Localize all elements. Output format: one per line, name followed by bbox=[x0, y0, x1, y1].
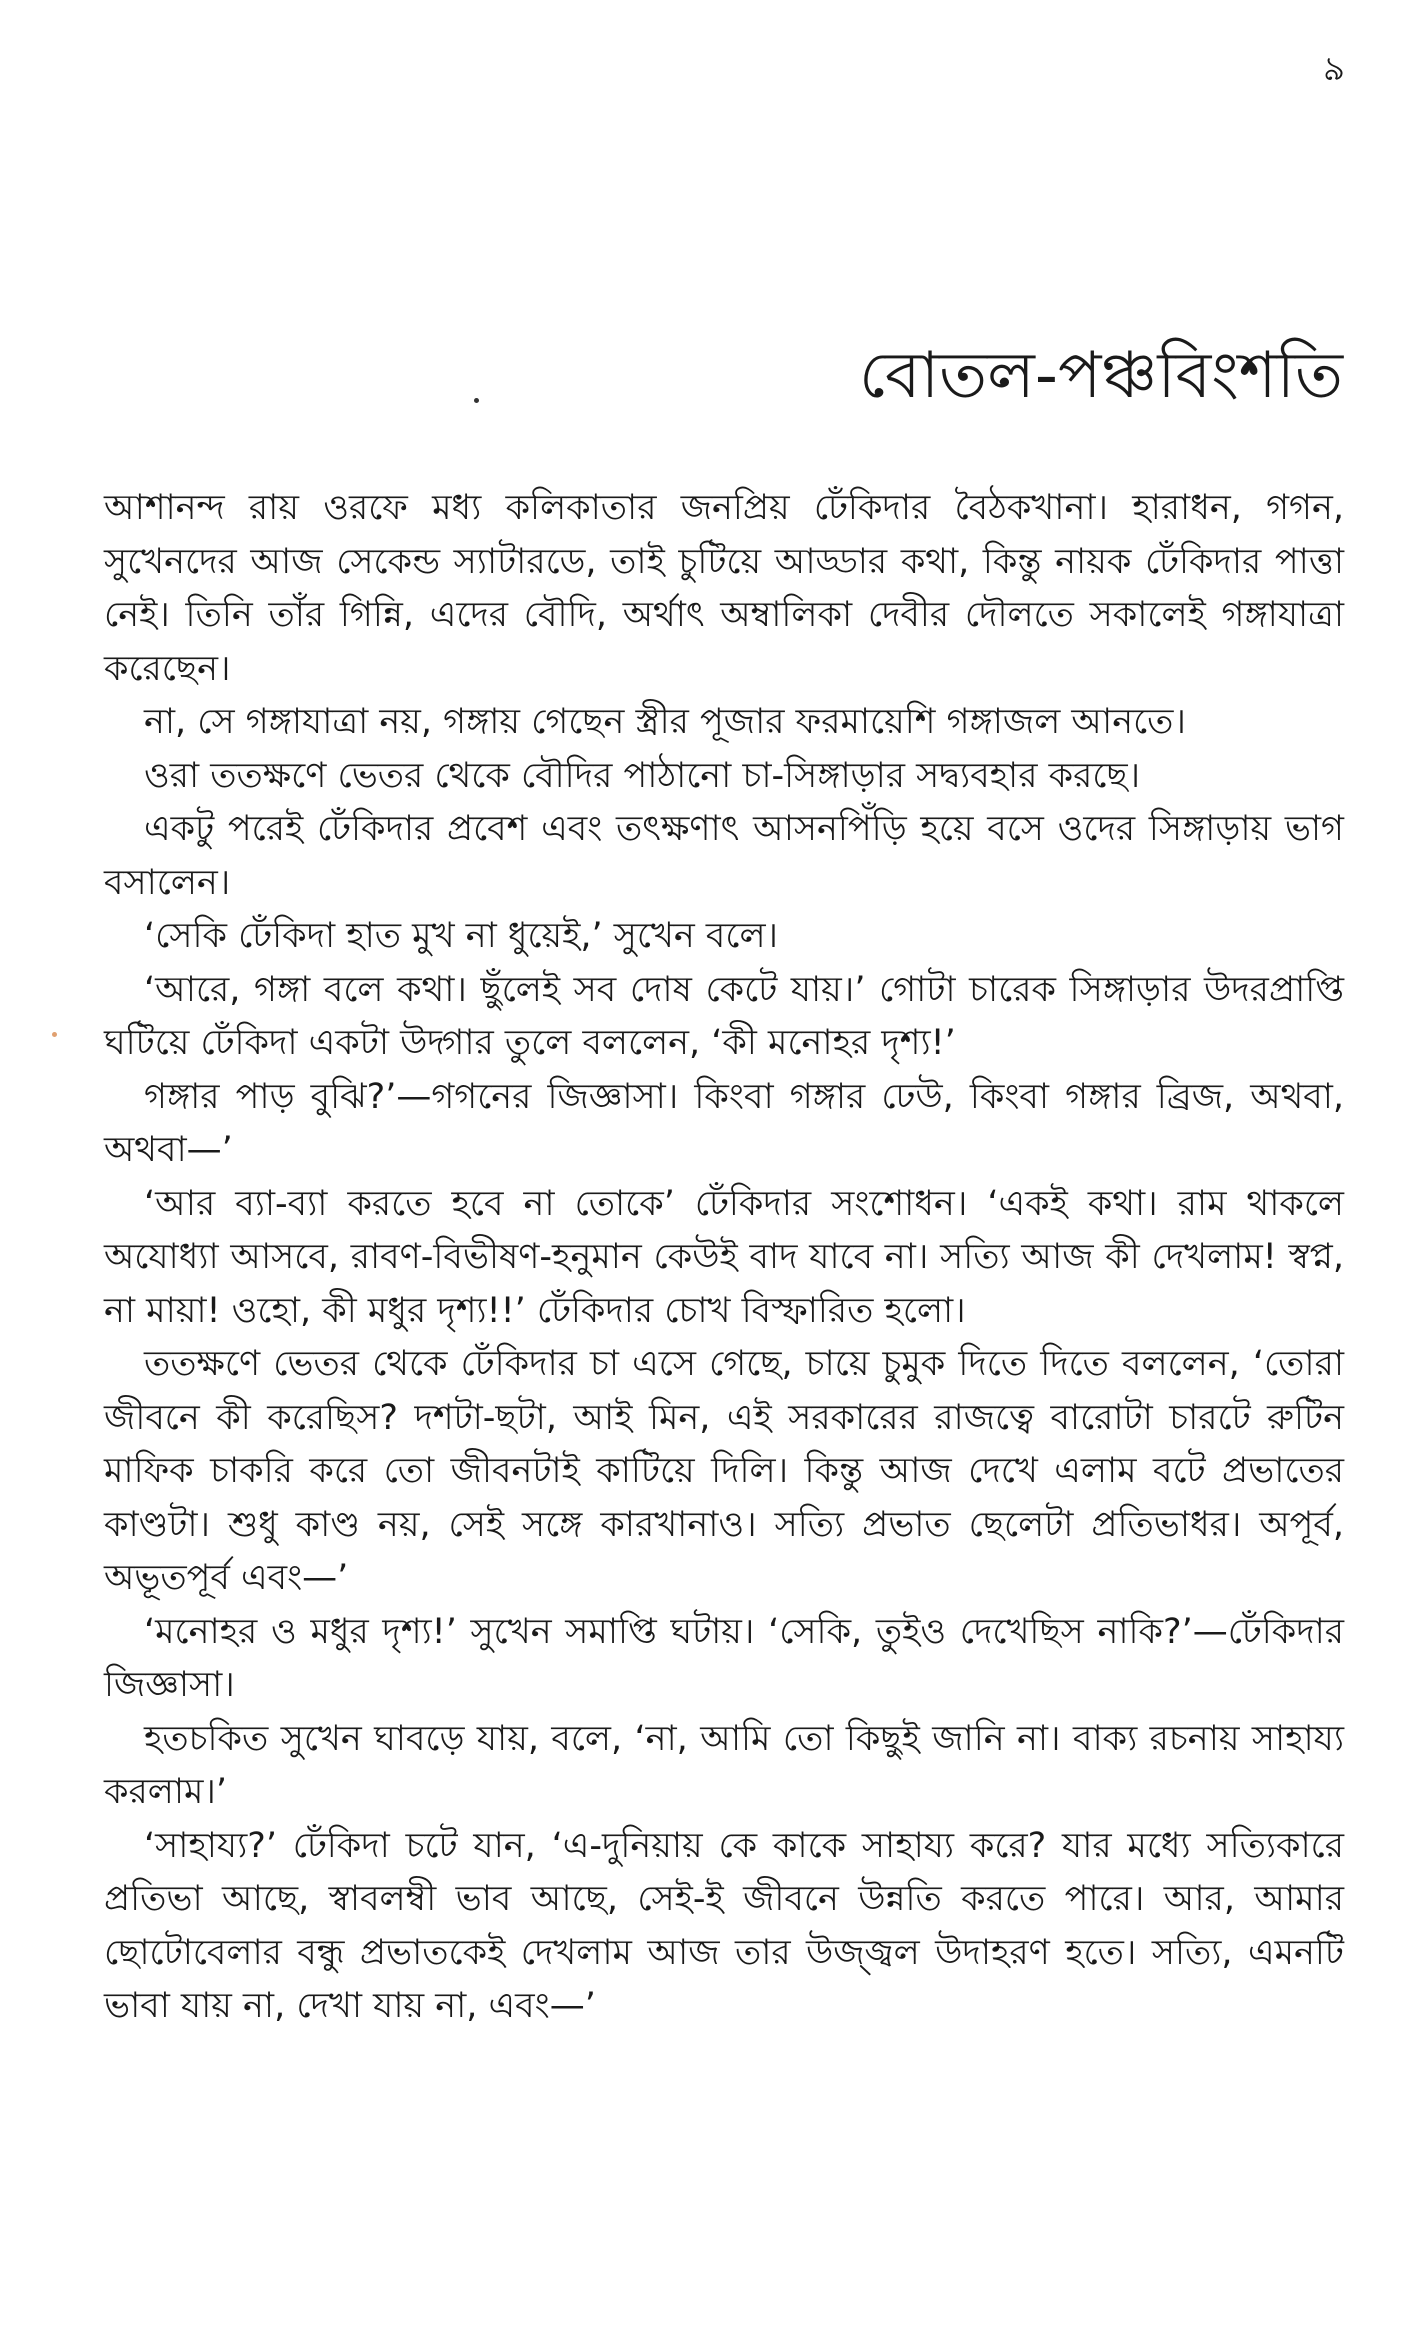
paragraph: ‘আর ব্যা-ব্যা করতে হবে না তোকে’ ঢেঁকিদার সংশোধন। ‘একই কথা। রাম থাকলে অযোধ্যা আসবে, রাবণ-বিভীষণ-হনুমান কেউই বাদ যাবে না। সত্যি আজ কী দেখলাম! স্বপ্ন, না মায়া! ওহো, কী মধুর দৃশ্য!!’ ঢেঁকিদার চোখ বিস্ফারিত হলো। bbox=[104, 1183, 1344, 1331]
paragraph: ‘সাহায্য?’ ঢেঁকিদা চটে যান, ‘এ-দুনিয়ায় কে কাকে সাহায্য করে? যার মধ্যে সত্যিকারে প্রতিভা আছে, স্বাবলম্বী ভাব আছে, সেই-ই জীবনে উন্নতি করতে পারে। আর, আমার ছোটোবেলার বন্ধু প্রভাতকেই দেখলাম আজ তার উজ্জ্বল উদাহরণ হতে। সত্যি, এমনটি ভাবা যায় না, দেখা যায় না, এবং—’ bbox=[104, 1825, 1344, 2026]
paragraph: ‘সেকি ঢেঁকিদা হাত মুখ না ধুয়েই,’ সুখেন বলে। bbox=[144, 916, 779, 956]
paragraph: হতচকিত সুখেন ঘাবড়ে যায়, বলে, ‘না, আমি তো কিছুই জানি না। বাক্য রচনায় সাহায্য করলাম।’ bbox=[104, 1718, 1344, 1812]
print-speck bbox=[474, 398, 479, 403]
paragraph: ‘আরে, গঙ্গা বলে কথা। ছুঁলেই সব দোষ কেটে যায়।’ গোটা চারেক সিঙ্গাড়ার উদরপ্রাপ্তি ঘটিয়ে ঢেঁকিদা একটা উদ্গার তুলে বললেন, ‘কী মনোহর দৃশ্য!’ bbox=[104, 969, 1344, 1063]
paragraph: না, সে গঙ্গাযাত্রা নয়, গঙ্গায় গেছেন স্ত্রীর পূজার ফরমায়েশি গঙ্গাজল আনতে। bbox=[144, 702, 1186, 742]
paragraph: একটু পরেই ঢেঁকিদার প্রবেশ এবং তৎক্ষণাৎ আসনপিঁড়ি হয়ে বসে ওদের সিঙ্গাড়ায় ভাগ বসালেন। bbox=[104, 809, 1344, 903]
page-number: ৯ bbox=[1322, 49, 1345, 89]
story-text bbox=[104, 482, 1344, 2034]
chapter-title: বোতল-পঞ্চবিংশতি bbox=[859, 339, 1343, 413]
paragraph: ‘মনোহর ও মধুর দৃশ্য!’ সুখেন সমাপ্তি ঘটায়। ‘সেকি, তুইও দেখেছিস নাকি?’—ঢেঁকিদার জিজ্ঞাসা। bbox=[104, 1611, 1344, 1705]
paragraph: ততক্ষণে ভেতর থেকে ঢেঁকিদার চা এসে গেছে, চায়ে চুমুক দিতে দিতে বললেন, ‘তোরা জীবনে কী করেছিস? দশটা-ছটা, আই মিন, এই সরকারের রাজত্বে বারোটা চারটে রুটিন মাফিক চাকরি করে তো জীবনটাই কাটিয়ে দিলি। কিন্তু আজ দেখে এলাম বটে প্রভাতের কাণ্ডটা। শুধু কাণ্ড নয়, সেই সঙ্গে কারখানাও। সত্যি প্রভাত ছেলেটা প্রতিভাধর। অপূর্ব, অভূতপূর্ব এবং—’ bbox=[104, 1344, 1344, 1598]
print-speck bbox=[52, 1032, 57, 1037]
paragraph: ওরা ততক্ষণে ভেতর থেকে বৌদির পাঠানো চা-সিঙ্গাড়ার সদ্ব্যবহার করছে। bbox=[144, 755, 1141, 796]
paragraph: গঙ্গার পাড় বুঝি?’—গগনের জিজ্ঞাসা। কিংবা গঙ্গার ঢেউ, কিংবা গঙ্গার ব্রিজ, অথবা, অথবা—’ bbox=[104, 1076, 1344, 1170]
paragraph: আশানন্দ রায় ওরফে মধ্য কলিকাতার জনপ্রিয় ঢেঁকিদার বৈঠকখানা। হারাধন, গগন, সুখেনদের আজ সেকেন্ড স্যাটারডে, তাই চুটিয়ে আড্ডার কথা, কিন্তু নায়ক ঢেঁকিদার পাত্তা নেই। তিনি তাঁর গিন্নি, এদের বৌদি, অর্থাৎ অম্বালিকা দেবীর দৌলতে সকালেই গঙ্গাযাত্রা করেছেন। bbox=[104, 488, 1344, 689]
